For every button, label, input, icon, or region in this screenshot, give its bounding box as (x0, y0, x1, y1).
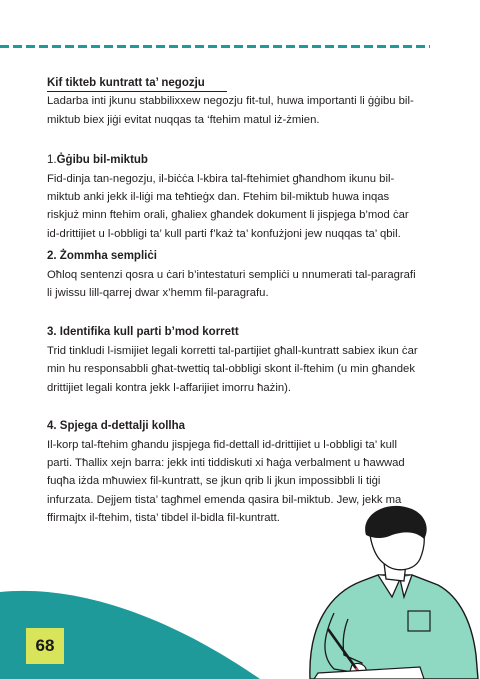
page-title: Kif tikteb kuntratt ta’ negozju (47, 76, 227, 92)
man-writing-illustration (300, 505, 480, 679)
section-title: Spjega d-dettalji kollha (59, 420, 186, 433)
section-text: Il-korp tal-ftehim għandu jispjega fid-dettall id-drittijiet u l-obbligi ta’ kull parti. Tħallix xejn barra: jekk inti tiddiskuti xi ħaġa verbalment u ħawwad fuqħa iżda mħuwiex fil-kuntratt, se jkun qrib li jkun impossibbli li tiġi infurzata. Dejjem tista’ tagħmel emenda qasira bil-miktub. Jew, jekk ma ffirmajtx il-ftehim, tista’ tibdel il-bidla fil-kuntratt. (47, 438, 405, 525)
section-title: Żommha sempliċi (59, 250, 157, 263)
section-title: Identifika kull parti b’mod korrett (59, 326, 239, 339)
section-title: Ġġibu bil-miktub (56, 154, 148, 167)
section-text: Trid tinkludi l-ismijiet legali korretti tal-partijiet għall-kuntratt sabiex ikun ċar min hu responsabbli għat-twettiq tal-obbligi skont il-ftehim (u min għandek drittijiet legali kontra jekk l-affarijiet imorru ħażin). (47, 344, 418, 394)
intro-paragraph: Ladarba inti jkunu stabbilixxew negozju fit-tul, huwa importanti li ġġibu bil-miktub biex jiġi evitat nuqqas ta ‘ftehim matul iż-żmien. (47, 95, 414, 126)
page-number: 68 (26, 628, 64, 664)
section-text: Oħloq sentenzi qosra u ċari b’intestaturi sempliċi u nnumerati tal-paragrafi li jwissu lill-qarrej dwar x’hemm fil-paragrafu. (47, 268, 416, 300)
section-number: 1. (47, 154, 57, 167)
section-number: 4. (47, 420, 57, 433)
section-text: Fid-dinja tan-negozju, il-biċċa l-kbira tal-ftehimiet għandhom ikunu bil-miktub anki jekk il-liġi ma teħtieġx dan. Ftehim bil-miktub huwa inqas riskjuż minn ftehim orali, għaliex għandek dokument li jispjega b’mod ċar id-drittijiet u l-obbligi ta’ kull parti f’każ ta’ konfużjoni jew nuqqas ta’ qbil. (47, 172, 409, 240)
section-number: 3. (47, 326, 57, 339)
section-number: 2. (47, 250, 57, 263)
